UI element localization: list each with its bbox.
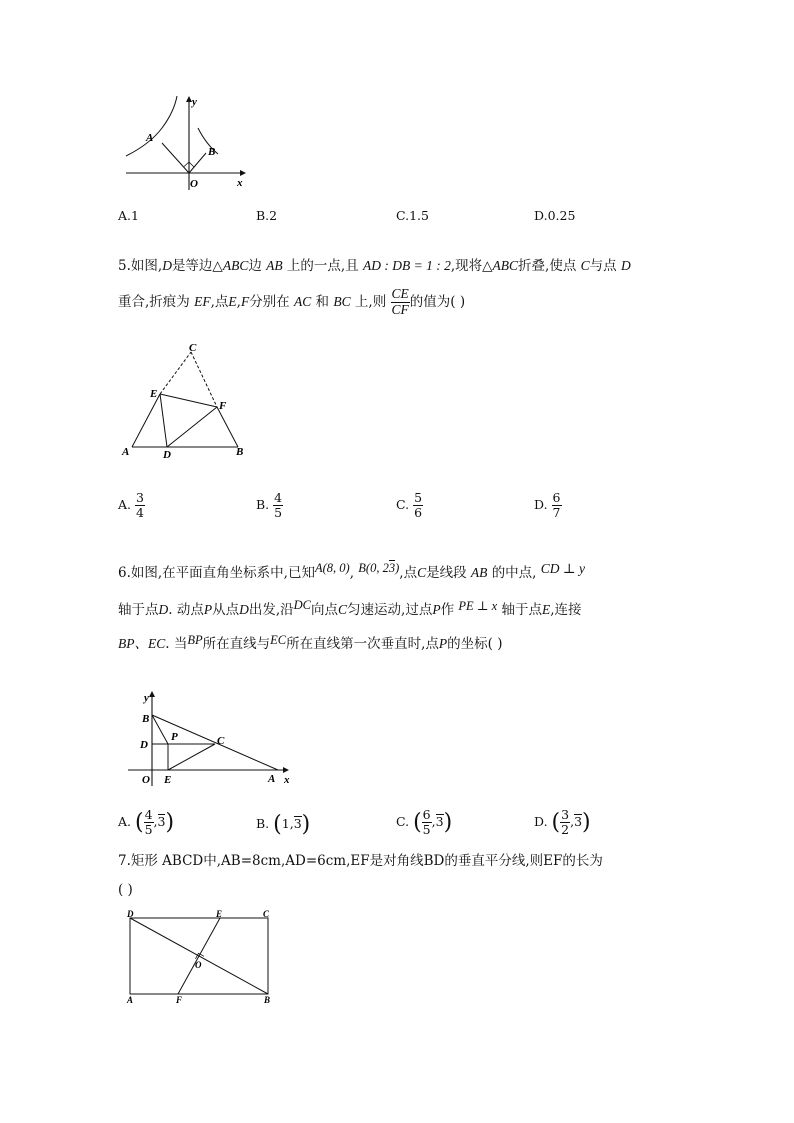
q4-option-c-key: C.: [396, 208, 410, 223]
q5-option-a-key: A.: [118, 496, 132, 512]
q6-stem-line2: 轴于点D. 动点P从点D出发,沿DC向点C匀速运动,过点P作 PE ⊥ x 轴于点E,连接: [118, 598, 582, 618]
q6-option-c-frac: $\frac{6}{5}$: [422, 807, 431, 837]
q5-label-c: C: [189, 342, 197, 354]
q7-stem: 7.矩形 ABCD中,AB=8cm,AD=6cm,EF是对角线BD的垂直平分线,则EF的长为: [118, 853, 603, 869]
q4-label-b: B: [208, 146, 216, 158]
q6-option-a[interactable]: A. ( $\frac{4}{5}$ ,3): [118, 807, 175, 837]
q6-label-x: x: [284, 774, 290, 786]
q5-stem-line1: 5.如图,D是等边△ABC边 AB 上的一点,且 AD : DB = 1 : 2,现将△ABC折叠,使点 C与点 D: [118, 258, 631, 274]
q4-x-arrow: [240, 170, 246, 176]
q6-x-arrow: [283, 767, 289, 773]
q5-option-c[interactable]: [396, 491, 423, 520]
q5-label-f: F: [219, 400, 227, 412]
q6-option-d-frac: $\frac{3}{2}$: [561, 807, 570, 837]
q5-side-ce: [160, 352, 191, 394]
q5-figure: [118, 342, 258, 462]
q6-label-p: P: [171, 731, 178, 743]
q7-label-c: C: [263, 909, 270, 919]
q7-label-b: B: [264, 995, 271, 1005]
q7-label-d: D: [127, 909, 134, 919]
q5-segment-ed: [160, 394, 167, 447]
q5-label-b: B: [236, 446, 244, 458]
q5-stem-line2: 重合,折痕为 EF,点E,F分别在 AC 和 BC 上,则 $\frac{CE}{CF}$ 的值为( ): [118, 286, 466, 317]
q4-option-d[interactable]: [534, 208, 575, 223]
q4-option-a[interactable]: [118, 208, 139, 223]
q4-option-d-value: 0.25: [547, 208, 576, 223]
q6-y-arrow: [149, 691, 155, 697]
q6-option-d-key: D.: [534, 813, 548, 829]
q5-segment-df: [167, 407, 217, 447]
q5-label-d: D: [163, 449, 171, 461]
q4-label-o: O: [190, 178, 198, 190]
q6-label-a: A: [268, 773, 276, 785]
q5-label-e: E: [150, 388, 158, 400]
q7-figure: [118, 908, 283, 1008]
q5-option-c-frac: $\frac{5}{6}$: [414, 490, 423, 520]
q5-option-a[interactable]: [118, 491, 145, 520]
q6-option-b-key: B.: [256, 816, 270, 831]
q6-option-a-frac: $\frac{4}{5}$: [144, 807, 153, 837]
q5-label-a: A: [122, 446, 130, 458]
q6-segment-ec: [168, 744, 215, 770]
q7-answer-paren: ( ): [118, 882, 133, 898]
q6-figure: [118, 686, 298, 790]
q5-option-b-key: B.: [256, 496, 270, 512]
q6-label-c: C: [217, 735, 225, 747]
q5-option-b-frac: $\frac{4}{5}$: [274, 490, 283, 520]
q5-side-ae: [132, 394, 160, 447]
q4-option-a-value: 1: [131, 208, 139, 223]
q5-option-c-key: C.: [396, 496, 410, 512]
q5-option-a-frac: $\frac{3}{4}$: [136, 490, 144, 520]
q5-crease-ef: [160, 394, 217, 407]
q4-option-d-key: D.: [534, 208, 548, 223]
q7-label-o: O: [195, 960, 202, 970]
q5-side-cf: [191, 352, 217, 407]
q4-OB: [189, 153, 206, 173]
q4-option-b-key: B.: [256, 208, 270, 223]
q6-label-e: E: [164, 774, 172, 786]
q6-label-o: O: [142, 774, 150, 786]
q6-segment-bp: [152, 715, 168, 744]
q4-figure: [118, 92, 258, 192]
q4-option-c[interactable]: [396, 208, 429, 223]
q6-stem-line3: BP、EC. 当BP所在直线与EC所在直线第一次垂直时,点P的坐标( ): [118, 633, 503, 652]
q6-option-c[interactable]: C. ( $\frac{6}{5}$ ,3): [396, 807, 453, 837]
q4-option-b-value: 2: [269, 208, 278, 223]
q6-label-b: B: [142, 713, 150, 725]
q6-option-b[interactable]: B. (1,3): [256, 812, 311, 837]
q7-bisector-ef: [178, 918, 220, 994]
q4-curve-left: [126, 96, 177, 156]
q5-option-b[interactable]: [256, 491, 283, 520]
q5-option-d-key: D.: [534, 496, 548, 512]
q7-label-f: F: [176, 995, 183, 1005]
q4-label-x: x: [237, 177, 243, 189]
q5-fraction-ce-cf: $\frac{CE}{CF}$: [391, 286, 409, 317]
q4-option-c-value: 1.5: [409, 208, 429, 223]
q4-option-b[interactable]: [256, 208, 277, 223]
q7-label-a: A: [127, 995, 134, 1005]
q5-side-fb: [217, 407, 238, 447]
q6-stem-line1: 6.如图,在平面直角坐标系中,已知A(8, 0), B(0, 23),点C是线段 AB 的中点, CD ⊥ y: [118, 561, 585, 581]
q4-label-a: A: [146, 132, 154, 144]
q6-label-y: y: [144, 692, 149, 704]
q4-option-a-key: A.: [118, 208, 132, 223]
q6-option-a-key: A.: [118, 813, 132, 829]
q4-label-y: y: [192, 96, 197, 108]
q6-option-d[interactable]: D. ( $\frac{3}{2}$ ,3): [534, 807, 591, 837]
q6-label-d: D: [140, 739, 148, 751]
q6-option-c-key: C.: [396, 813, 410, 829]
q5-option-d-frac: $\frac{6}{7}$: [552, 490, 561, 520]
q7-label-e: E: [216, 909, 223, 919]
q4-OA: [162, 143, 189, 173]
q5-option-d[interactable]: [534, 491, 562, 520]
